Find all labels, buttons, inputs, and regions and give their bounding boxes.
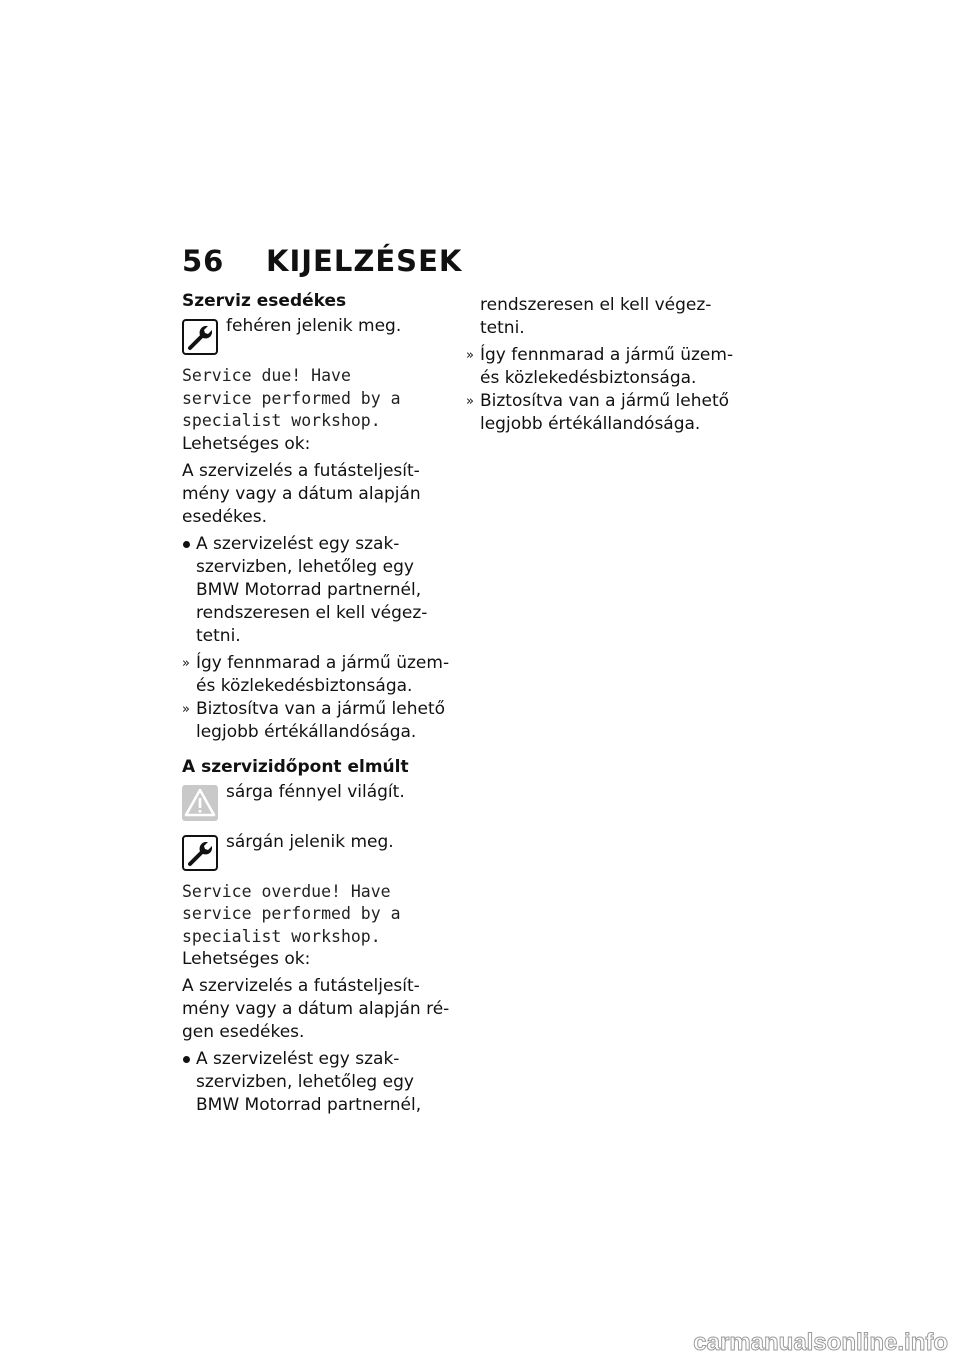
right-column [466,294,742,436]
result-item: » Így fennmarad a jármű üzem- és közlekedésbiztonsága. [182,652,450,696]
result-item: » Biztosítva van a jármű lehető legjobb értékállandósága. [182,698,446,742]
display-message-line: service performed by a [182,388,401,408]
display-message-line: Service due! Have [182,366,351,385]
cause-label: Lehetséges ok: [182,949,311,969]
bullet-icon [183,1056,190,1063]
left-column [182,290,450,1117]
cause-text: gen esedékes. [182,1022,305,1042]
bullet-icon [183,541,190,548]
section-title: KIJELZÉSEK [266,244,463,278]
icon-description: sárgán jelenik meg. [226,831,394,852]
display-message-line: service performed by a [182,904,401,923]
cause-text: A szervizelés a futásteljesít- [182,976,420,996]
warning-triangle-icon [182,785,218,821]
display-message-line: specialist workshop. [182,411,381,430]
service-due-heading: Szerviz esedékes [182,291,347,311]
cause-text: mény vagy a dátum alapján ré- [182,999,450,1019]
cause-text: esedékes. [182,506,267,527]
cause-label: Lehetséges ok: [182,433,311,454]
result-item: » Biztosítva van a jármű lehető legjobb értékállandósága. [466,391,730,434]
watermark-text: carmanualsonline.info [693,1329,948,1356]
cause-text: A szervizelés a futásteljesít- [182,460,420,481]
display-message-line: Service overdue! Have [182,881,391,901]
result-arrow-icon: » [466,394,474,409]
wrench-icon [182,835,218,871]
result-item: » Így fennmarad a jármű üzem- és közlekedésbiztonsága. [466,345,734,388]
wrench-icon [182,319,218,355]
service-overdue-heading: A szervizidőpont elmúlt [182,756,409,777]
page-number: 56 [182,244,225,278]
result-arrow-icon: » [466,348,474,363]
result-arrow-icon: » [182,701,190,717]
display-message-line: specialist workshop. [182,926,381,946]
result-arrow-icon: » [182,655,190,671]
page-header [182,244,462,278]
service-overdue-icon-row [182,831,444,877]
icon-description: sárga fénnyel világít. [226,781,405,802]
service-due-icon-row [182,315,444,361]
warning-icon-row [182,781,444,827]
action-item: A szervizelést egy szak- szervizben, lehetőleg egy BMW Motorrad partnernél, rendszeresen el kell végez- tetni. [182,533,444,648]
action-item-continued: rendszeresen el kell végez- tetni. [480,295,712,338]
icon-description: fehéren jelenik meg. [226,316,402,336]
action-item: A szervizelést egy szak- szervizben, lehetőleg egy BMW Motorrad partnernél, [182,1048,444,1117]
watermark [632,1328,952,1358]
cause-text: mény vagy a dátum alapján [182,483,421,504]
